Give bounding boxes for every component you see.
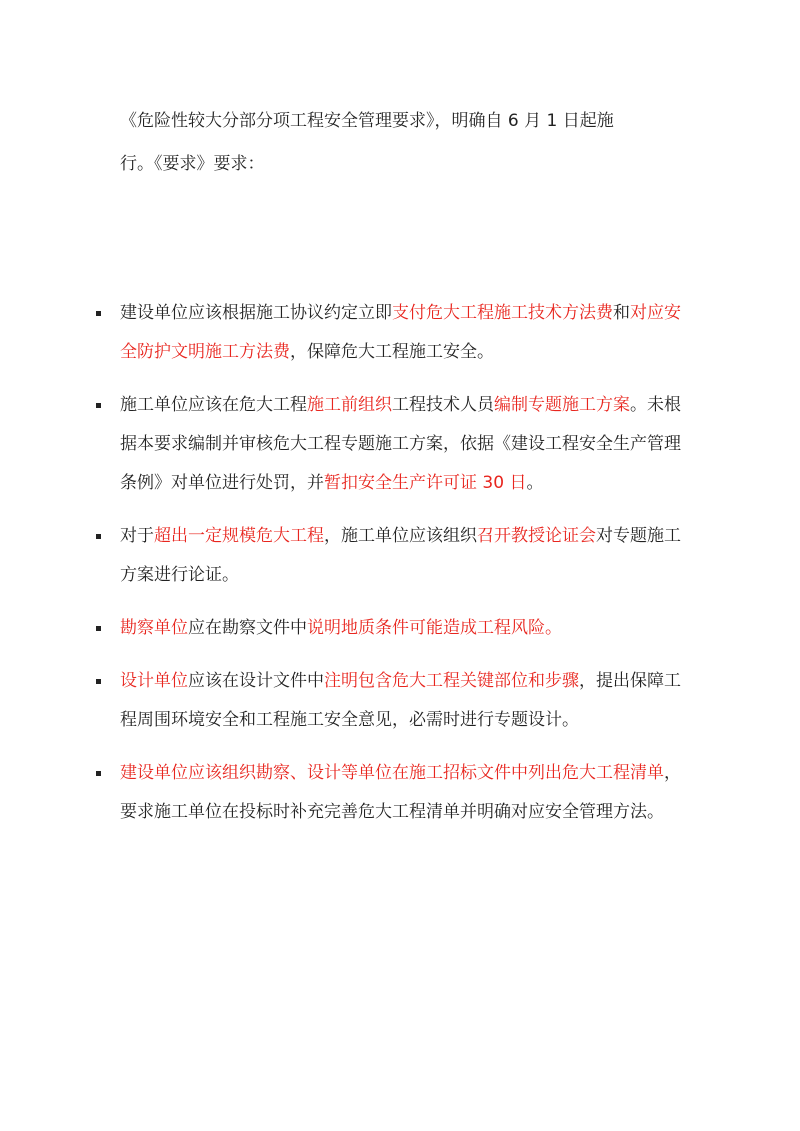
list-item — [0, 386, 800, 503]
text-segment: 对于 — [120, 526, 154, 546]
highlight-segment: 说明地质条件可能造成工程风险。 — [307, 618, 562, 638]
text-segment: 。 — [526, 473, 544, 493]
list-item-text — [120, 609, 692, 648]
highlight-segment: 勘察单位 — [120, 618, 188, 638]
list-item-text — [120, 386, 692, 503]
square-bullet-icon — [96, 626, 101, 631]
list-item-text — [120, 517, 692, 595]
list-item — [0, 517, 800, 595]
text-segment: 建设单位应该根据施工协议约定立即 — [120, 303, 392, 323]
highlight-segment: 对应安全防护文明施工方法费 — [120, 303, 681, 362]
highlight-segment: 暂扣安全生产许可证 30 日 — [324, 473, 527, 493]
square-bullet-icon — [96, 771, 101, 776]
text-segment: ，要求施工单位在投标时补充完善危大工程清单并明确对应安全管理方法。 — [120, 763, 681, 822]
highlight-segment: 注明包含危大工程关键部位和步骤 — [324, 671, 579, 691]
square-bullet-icon — [96, 534, 101, 539]
highlight-segment: 建设单位应该组织勘察、设计等单位在施工招标文件中列出危大工程清单 — [120, 763, 664, 783]
highlight-segment: 超出一定规模危大工程 — [154, 526, 324, 546]
intro-line: 《危险性较大分部分项工程安全管理要求》，明确自 6 月 1 日起施 — [120, 111, 614, 131]
text-segment: ，提出保障工程周围环境安全和工程施工安全意见，必需时进行专题设计。 — [120, 671, 681, 730]
list-item — [0, 294, 800, 372]
text-segment: 应该在设计文件中 — [188, 671, 324, 691]
text-segment: 。未根据本要求编制并审核危大工程专题施工方案，依据《建设工程安全生产管理条例》对单位进行处罚，并 — [120, 395, 681, 493]
square-bullet-icon — [96, 679, 101, 684]
list-item-text — [120, 294, 692, 372]
highlight-segment: 支付危大工程施工技术方法费 — [392, 303, 613, 323]
list-item-text — [120, 662, 692, 740]
text-segment: 对专题施工方案进行论证。 — [120, 526, 681, 585]
list-item — [0, 754, 800, 832]
intro-line: 行。《要求》要求： — [120, 154, 265, 174]
requirements-list — [0, 294, 800, 846]
text-segment: 和 — [613, 303, 630, 323]
text-segment: ，保障危大工程施工安全。 — [290, 342, 494, 362]
list-item — [0, 662, 800, 740]
highlight-segment: 设计单位 — [120, 671, 188, 691]
text-segment: 施工单位应该在危大工程 — [120, 395, 307, 415]
list-item-text — [120, 754, 692, 832]
square-bullet-icon — [96, 403, 101, 408]
list-item — [0, 609, 800, 648]
intro-paragraph — [120, 100, 700, 186]
highlight-segment: 编制专题施工方案 — [494, 395, 630, 415]
highlight-segment: 施工前组织 — [307, 395, 392, 415]
square-bullet-icon — [96, 311, 101, 316]
text-segment: 工程技术人员 — [392, 395, 494, 415]
highlight-segment: 召开教授论证会 — [477, 526, 596, 546]
text-segment: ，施工单位应该组织 — [324, 526, 477, 546]
text-segment: 应在勘察文件中 — [188, 618, 307, 638]
